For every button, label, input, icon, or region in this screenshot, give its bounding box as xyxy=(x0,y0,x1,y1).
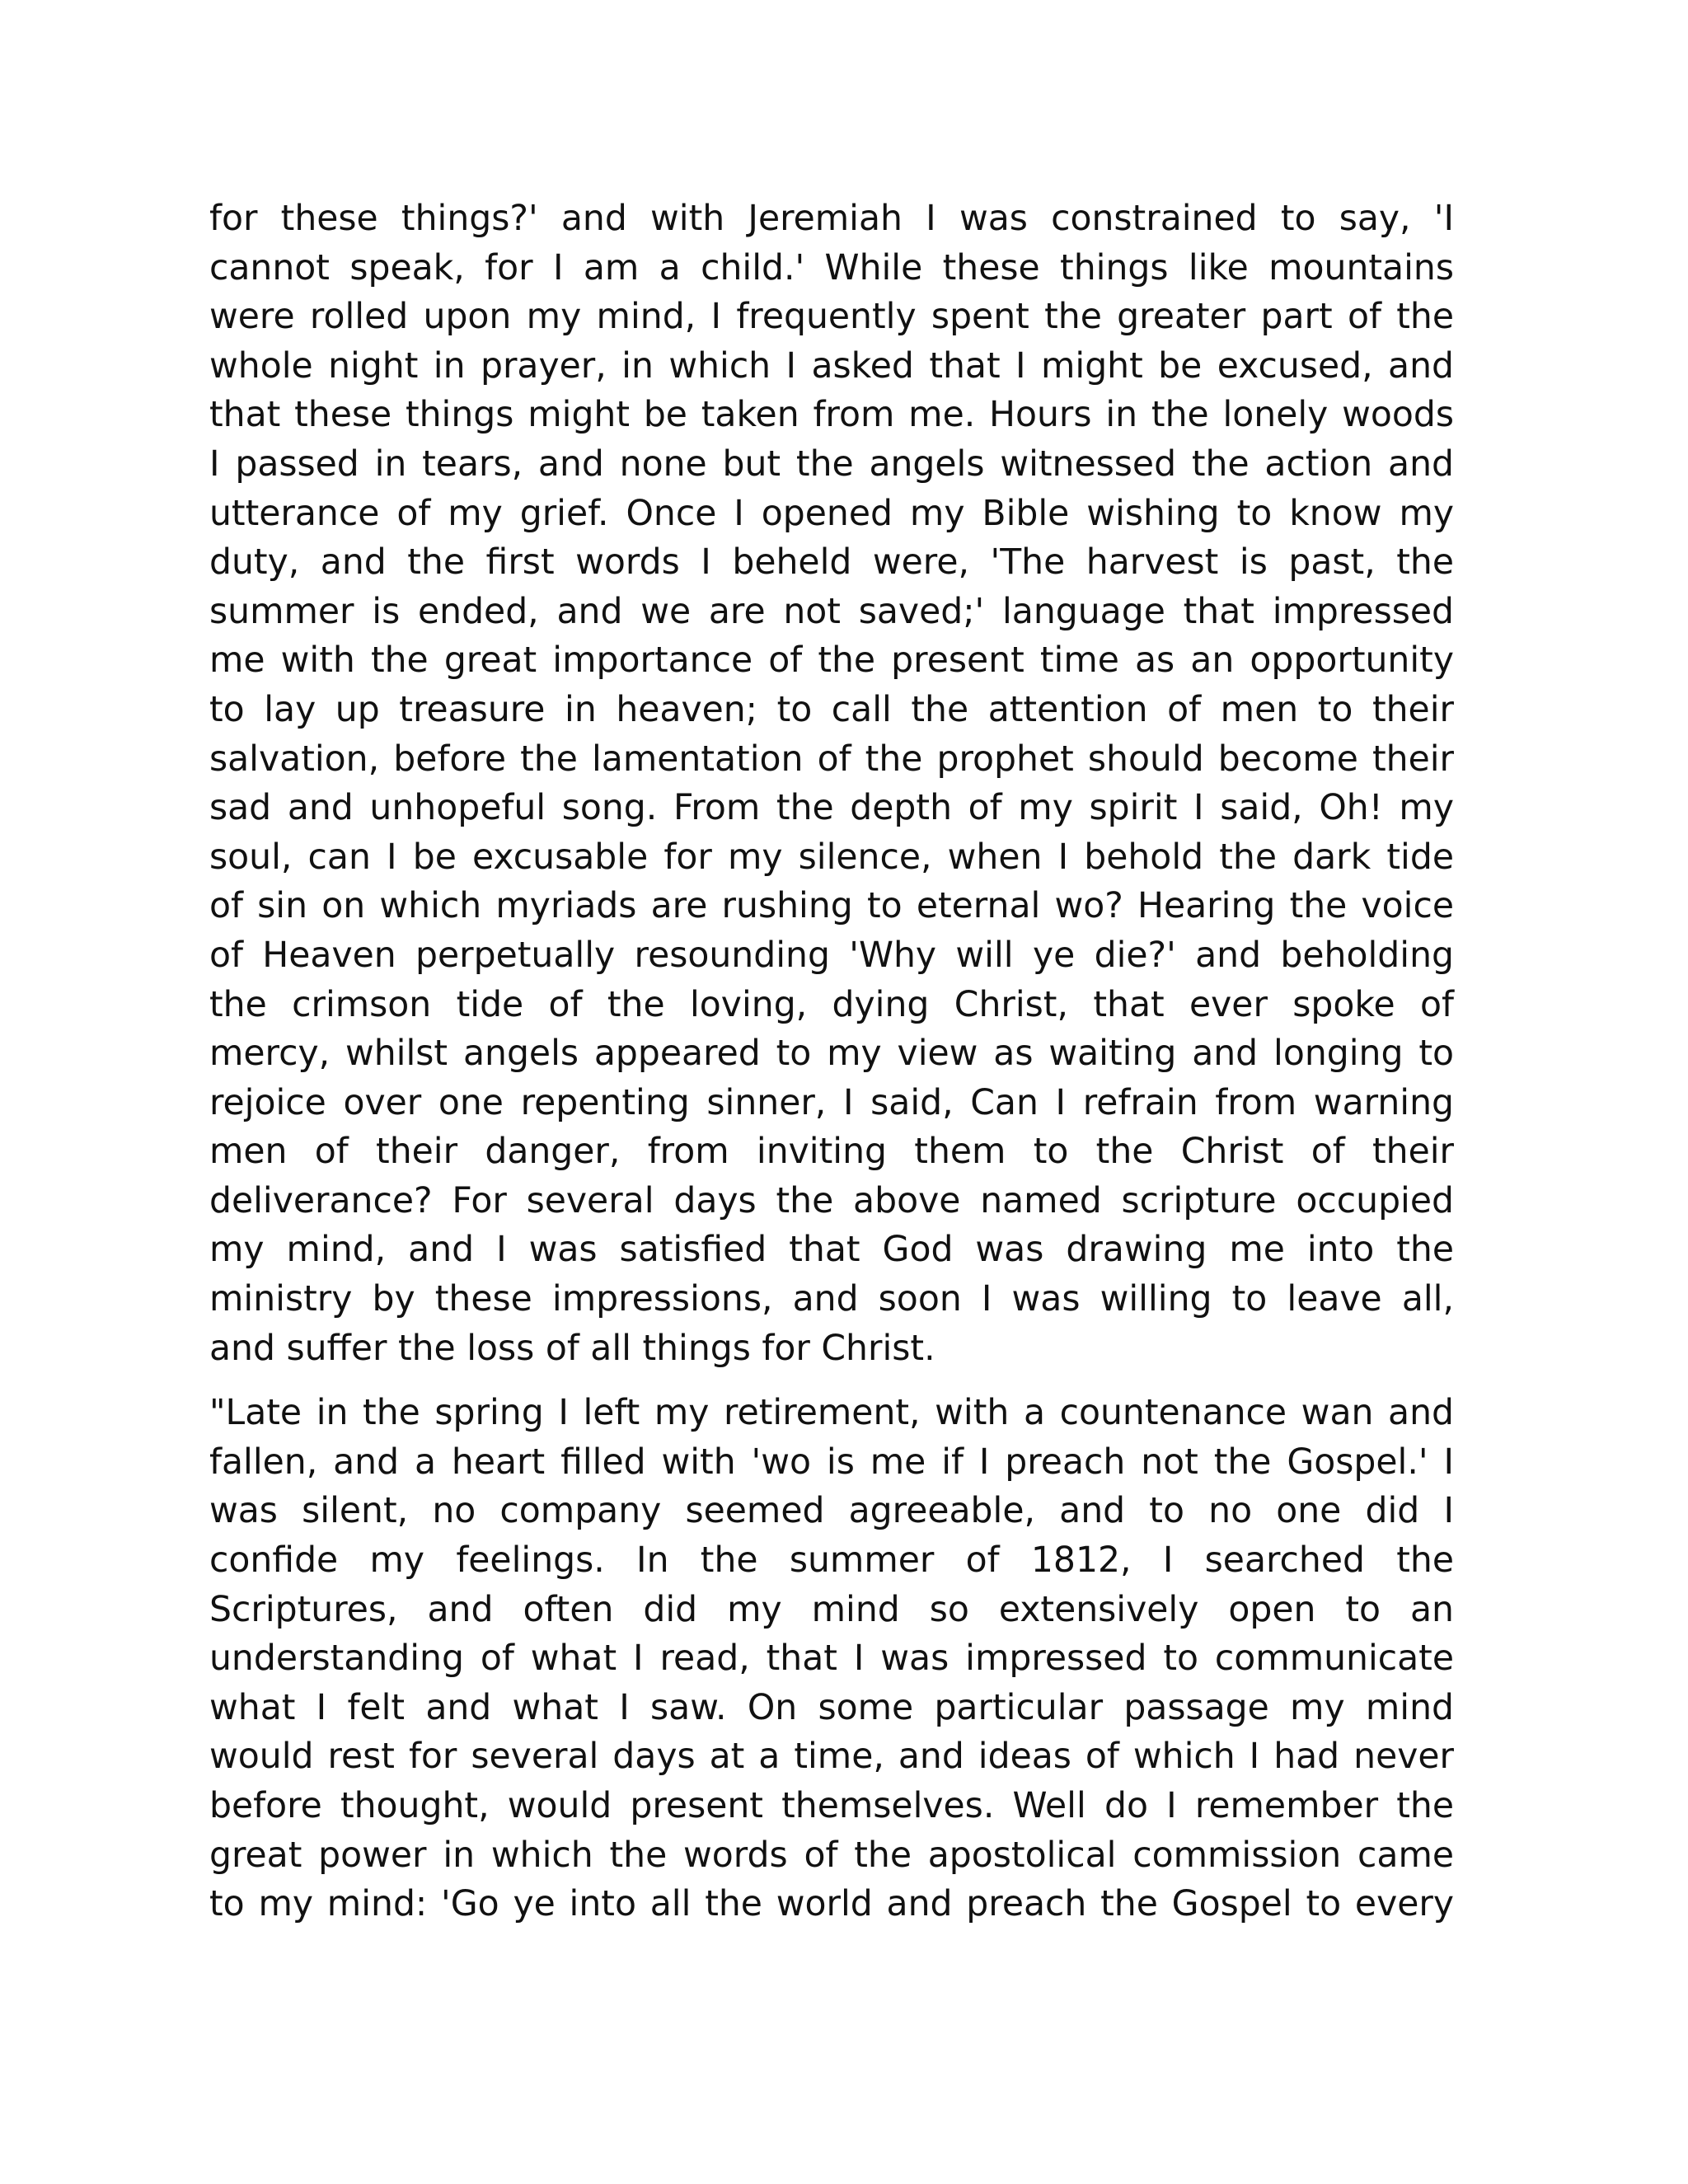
body-text xyxy=(209,194,1454,1929)
text-line: the crimson tide of the loving, dying Christ, that ever spoke of xyxy=(209,984,1454,1025)
text-line: men of their danger, from inviting them to the Christ of their xyxy=(209,1132,1454,1173)
text-line: whole night in prayer, in which I asked that I might be excused, and xyxy=(209,345,1454,387)
text-line: for these things?' and with Jeremiah I was constrained to say, 'I xyxy=(209,199,1454,239)
text-line: of sin on which myriads are rushing to eternal wo? Hearing the voice xyxy=(209,886,1454,927)
text-line: and suffer the loss of all things for Christ. xyxy=(209,1328,935,1369)
text-line: deliverance? For several days the above named scripture occupied xyxy=(209,1180,1454,1221)
text-line: sad and unhopeful song. From the depth of my spirit I said, Oh! my xyxy=(209,788,1454,829)
text-line: utterance of my grief. Once I opened my Bible wishing to know my xyxy=(209,493,1454,534)
paragraph xyxy=(209,194,1454,1373)
text-line: ministry by these impressions, and soon I was willing to leave all, xyxy=(209,1279,1454,1320)
text-line: Scriptures, and often did my mind so extensively open to an xyxy=(209,1589,1454,1630)
text-line: that these things might be taken from me. Hours in the lonely woods xyxy=(209,395,1454,436)
text-line: were rolled upon my mind, I frequently spent the greater part of the xyxy=(209,297,1454,338)
text-line: fallen, and a heart filled with 'wo is me if I preach not the Gospel.' I xyxy=(209,1441,1454,1483)
text-line: understanding of what I read, that I was impressed to communicate xyxy=(209,1638,1454,1680)
text-line: great power in which the words of the apostolical commission came xyxy=(209,1835,1454,1876)
text-line: summer is ended, and we are not saved;' language that impressed xyxy=(209,591,1454,632)
text-line: I passed in tears, and none but the angels witnessed the action and xyxy=(209,443,1454,485)
text-line: cannot speak, for I am a child.' While these things like mountains xyxy=(209,247,1454,288)
text-line: confide my feelings. In the summer of 1812, I searched the xyxy=(209,1540,1454,1582)
text-line: me with the great importance of the present time as an opportunity xyxy=(209,640,1454,682)
text-line: was silent, no company seemed agreeable, and to no one did I xyxy=(209,1491,1454,1532)
text-line: of Heaven perpetually resounding 'Why will ye die?' and beholding xyxy=(209,935,1454,976)
text-line: before thought, would present themselves. Well do I remember the xyxy=(209,1786,1454,1826)
text-line: to my mind: 'Go ye into all the world and preach the Gospel to every xyxy=(209,1884,1454,1925)
text-line: rejoice over one repenting sinner, I said, Can I refrain from warning xyxy=(209,1082,1454,1123)
text-line: mercy, whilst angels appeared to my view as waiting and longing to xyxy=(209,1033,1454,1075)
text-line: my mind, and I was satisfied that God was drawing me into the xyxy=(209,1230,1454,1271)
text-line: to lay up treasure in heaven; to call the attention of men to their xyxy=(209,689,1454,730)
text-line: duty, and the first words I beheld were, 'The harvest is past, the xyxy=(209,542,1454,583)
text-line: would rest for several days at a time, and ideas of which I had never xyxy=(209,1736,1454,1778)
paragraph xyxy=(209,1389,1454,1929)
text-line: salvation, before the lamentation of the prophet should become their xyxy=(209,738,1454,780)
text-line: soul, can I be excusable for my silence, when I behold the dark tide xyxy=(209,837,1454,878)
text-line: what I felt and what I saw. On some particular passage my mind xyxy=(209,1687,1454,1728)
text-line: "Late in the spring I left my retirement, with a countenance wan and xyxy=(209,1393,1454,1434)
